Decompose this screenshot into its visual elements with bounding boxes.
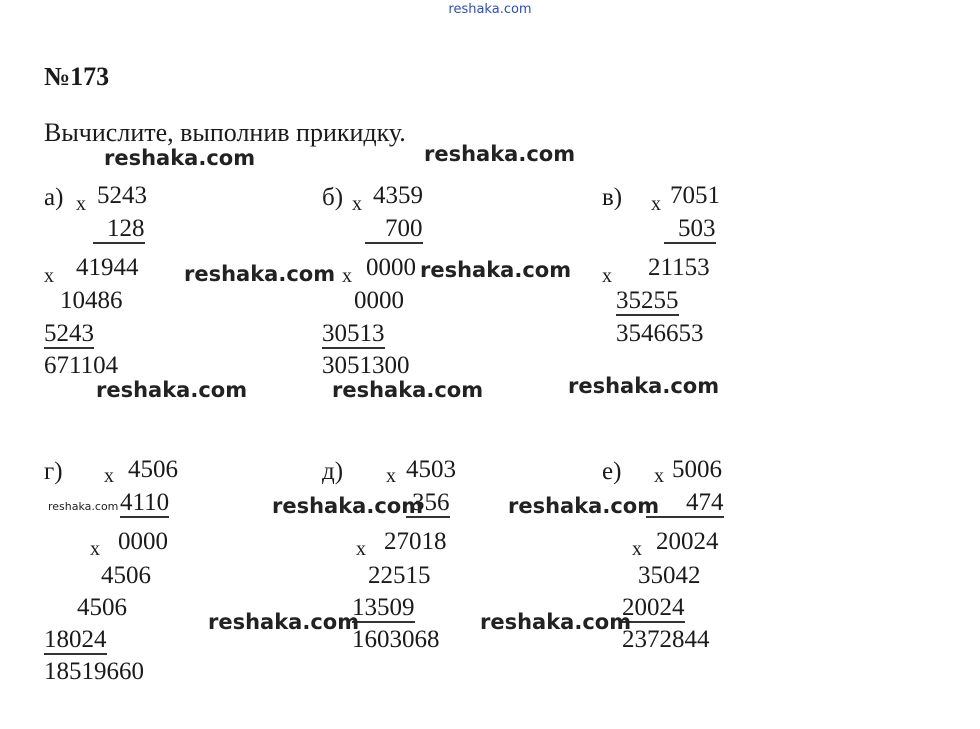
partial-product: 27018 bbox=[384, 528, 447, 555]
watermark: reshaka.com bbox=[420, 258, 572, 282]
multiplicand: 5006 bbox=[672, 456, 722, 483]
task-label: а) bbox=[44, 184, 64, 211]
result: 18519660 bbox=[44, 658, 144, 685]
partial-product: 35042 bbox=[638, 562, 701, 589]
partial-product: 20024 bbox=[622, 594, 685, 621]
multiply-sign: х bbox=[352, 193, 362, 215]
site-link[interactable]: reshaka.com bbox=[448, 2, 532, 17]
partial-product: 35255 bbox=[616, 287, 679, 314]
multiply-sign: х bbox=[356, 538, 366, 560]
problem-number: №173 bbox=[44, 62, 110, 91]
task-label: д) bbox=[322, 458, 344, 485]
problem-instruction: Вычислите, выполнив прикидку. bbox=[44, 118, 406, 147]
multiply-sign: х bbox=[632, 538, 642, 560]
partial-product: 0000 bbox=[366, 254, 416, 281]
result: 1603068 bbox=[352, 626, 440, 653]
result: 3051300 bbox=[322, 352, 410, 379]
task-label: г) bbox=[44, 458, 63, 485]
multiply-sign: х bbox=[651, 193, 661, 215]
partial-product: 13509 bbox=[352, 594, 415, 621]
partial-product: 0000 bbox=[118, 528, 168, 555]
partial-product: 4506 bbox=[77, 594, 127, 621]
watermark: reshaka.com bbox=[424, 142, 576, 166]
multiplier: 4110 bbox=[120, 489, 170, 516]
partial-product: 18024 bbox=[44, 626, 107, 653]
result: 2372844 bbox=[622, 626, 710, 653]
multiplicand: 4506 bbox=[128, 456, 178, 483]
watermark: reshaka.com bbox=[480, 610, 632, 634]
multiply-sign: х bbox=[90, 538, 100, 560]
multiplier: 356 bbox=[406, 490, 450, 518]
partial-product: 4506 bbox=[101, 562, 151, 589]
multiply-sign: х bbox=[602, 265, 612, 287]
watermark: reshaka.com bbox=[48, 500, 119, 513]
multiplier: 128 bbox=[93, 216, 145, 244]
task-label: б) bbox=[322, 184, 344, 211]
watermark: reshaka.com bbox=[184, 262, 336, 286]
task-label: е) bbox=[602, 458, 622, 485]
watermark: reshaka.com bbox=[272, 494, 424, 518]
multiplier: 474 bbox=[646, 490, 724, 518]
watermark: reshaka.com bbox=[568, 374, 720, 398]
multiplier: 503 bbox=[664, 216, 716, 244]
partial-product: 30513 bbox=[322, 320, 385, 347]
partial-product: 41944 bbox=[76, 254, 139, 281]
multiply-sign: х bbox=[44, 265, 54, 287]
partial-product: 0000 bbox=[354, 287, 404, 314]
multiplicand: 4359 bbox=[373, 182, 423, 209]
multiplicand: 5243 bbox=[97, 182, 147, 209]
multiply-sign: х bbox=[386, 465, 396, 487]
multiply-sign: х bbox=[654, 465, 664, 487]
watermark: reshaka.com bbox=[104, 146, 256, 170]
multiply-sign: х bbox=[76, 193, 86, 215]
watermark: reshaka.com bbox=[208, 610, 360, 634]
task-label: в) bbox=[602, 184, 623, 211]
multiplicand: 7051 bbox=[670, 182, 720, 209]
partial-product: 22515 bbox=[368, 562, 431, 589]
multiply-sign: х bbox=[342, 265, 352, 287]
watermark: reshaka.com bbox=[508, 494, 660, 518]
multiplicand: 4503 bbox=[406, 456, 456, 483]
multiplier: 700 bbox=[365, 216, 423, 244]
partial-product: 20024 bbox=[656, 528, 719, 555]
watermark: reshaka.com bbox=[332, 378, 484, 402]
multiply-sign: х bbox=[104, 465, 114, 487]
result: 3546653 bbox=[616, 320, 704, 347]
result: 671104 bbox=[44, 352, 119, 379]
partial-product: 10486 bbox=[60, 287, 123, 314]
partial-product: 21153 bbox=[648, 254, 710, 281]
partial-product: 5243 bbox=[44, 320, 94, 347]
watermark: reshaka.com bbox=[96, 378, 248, 402]
